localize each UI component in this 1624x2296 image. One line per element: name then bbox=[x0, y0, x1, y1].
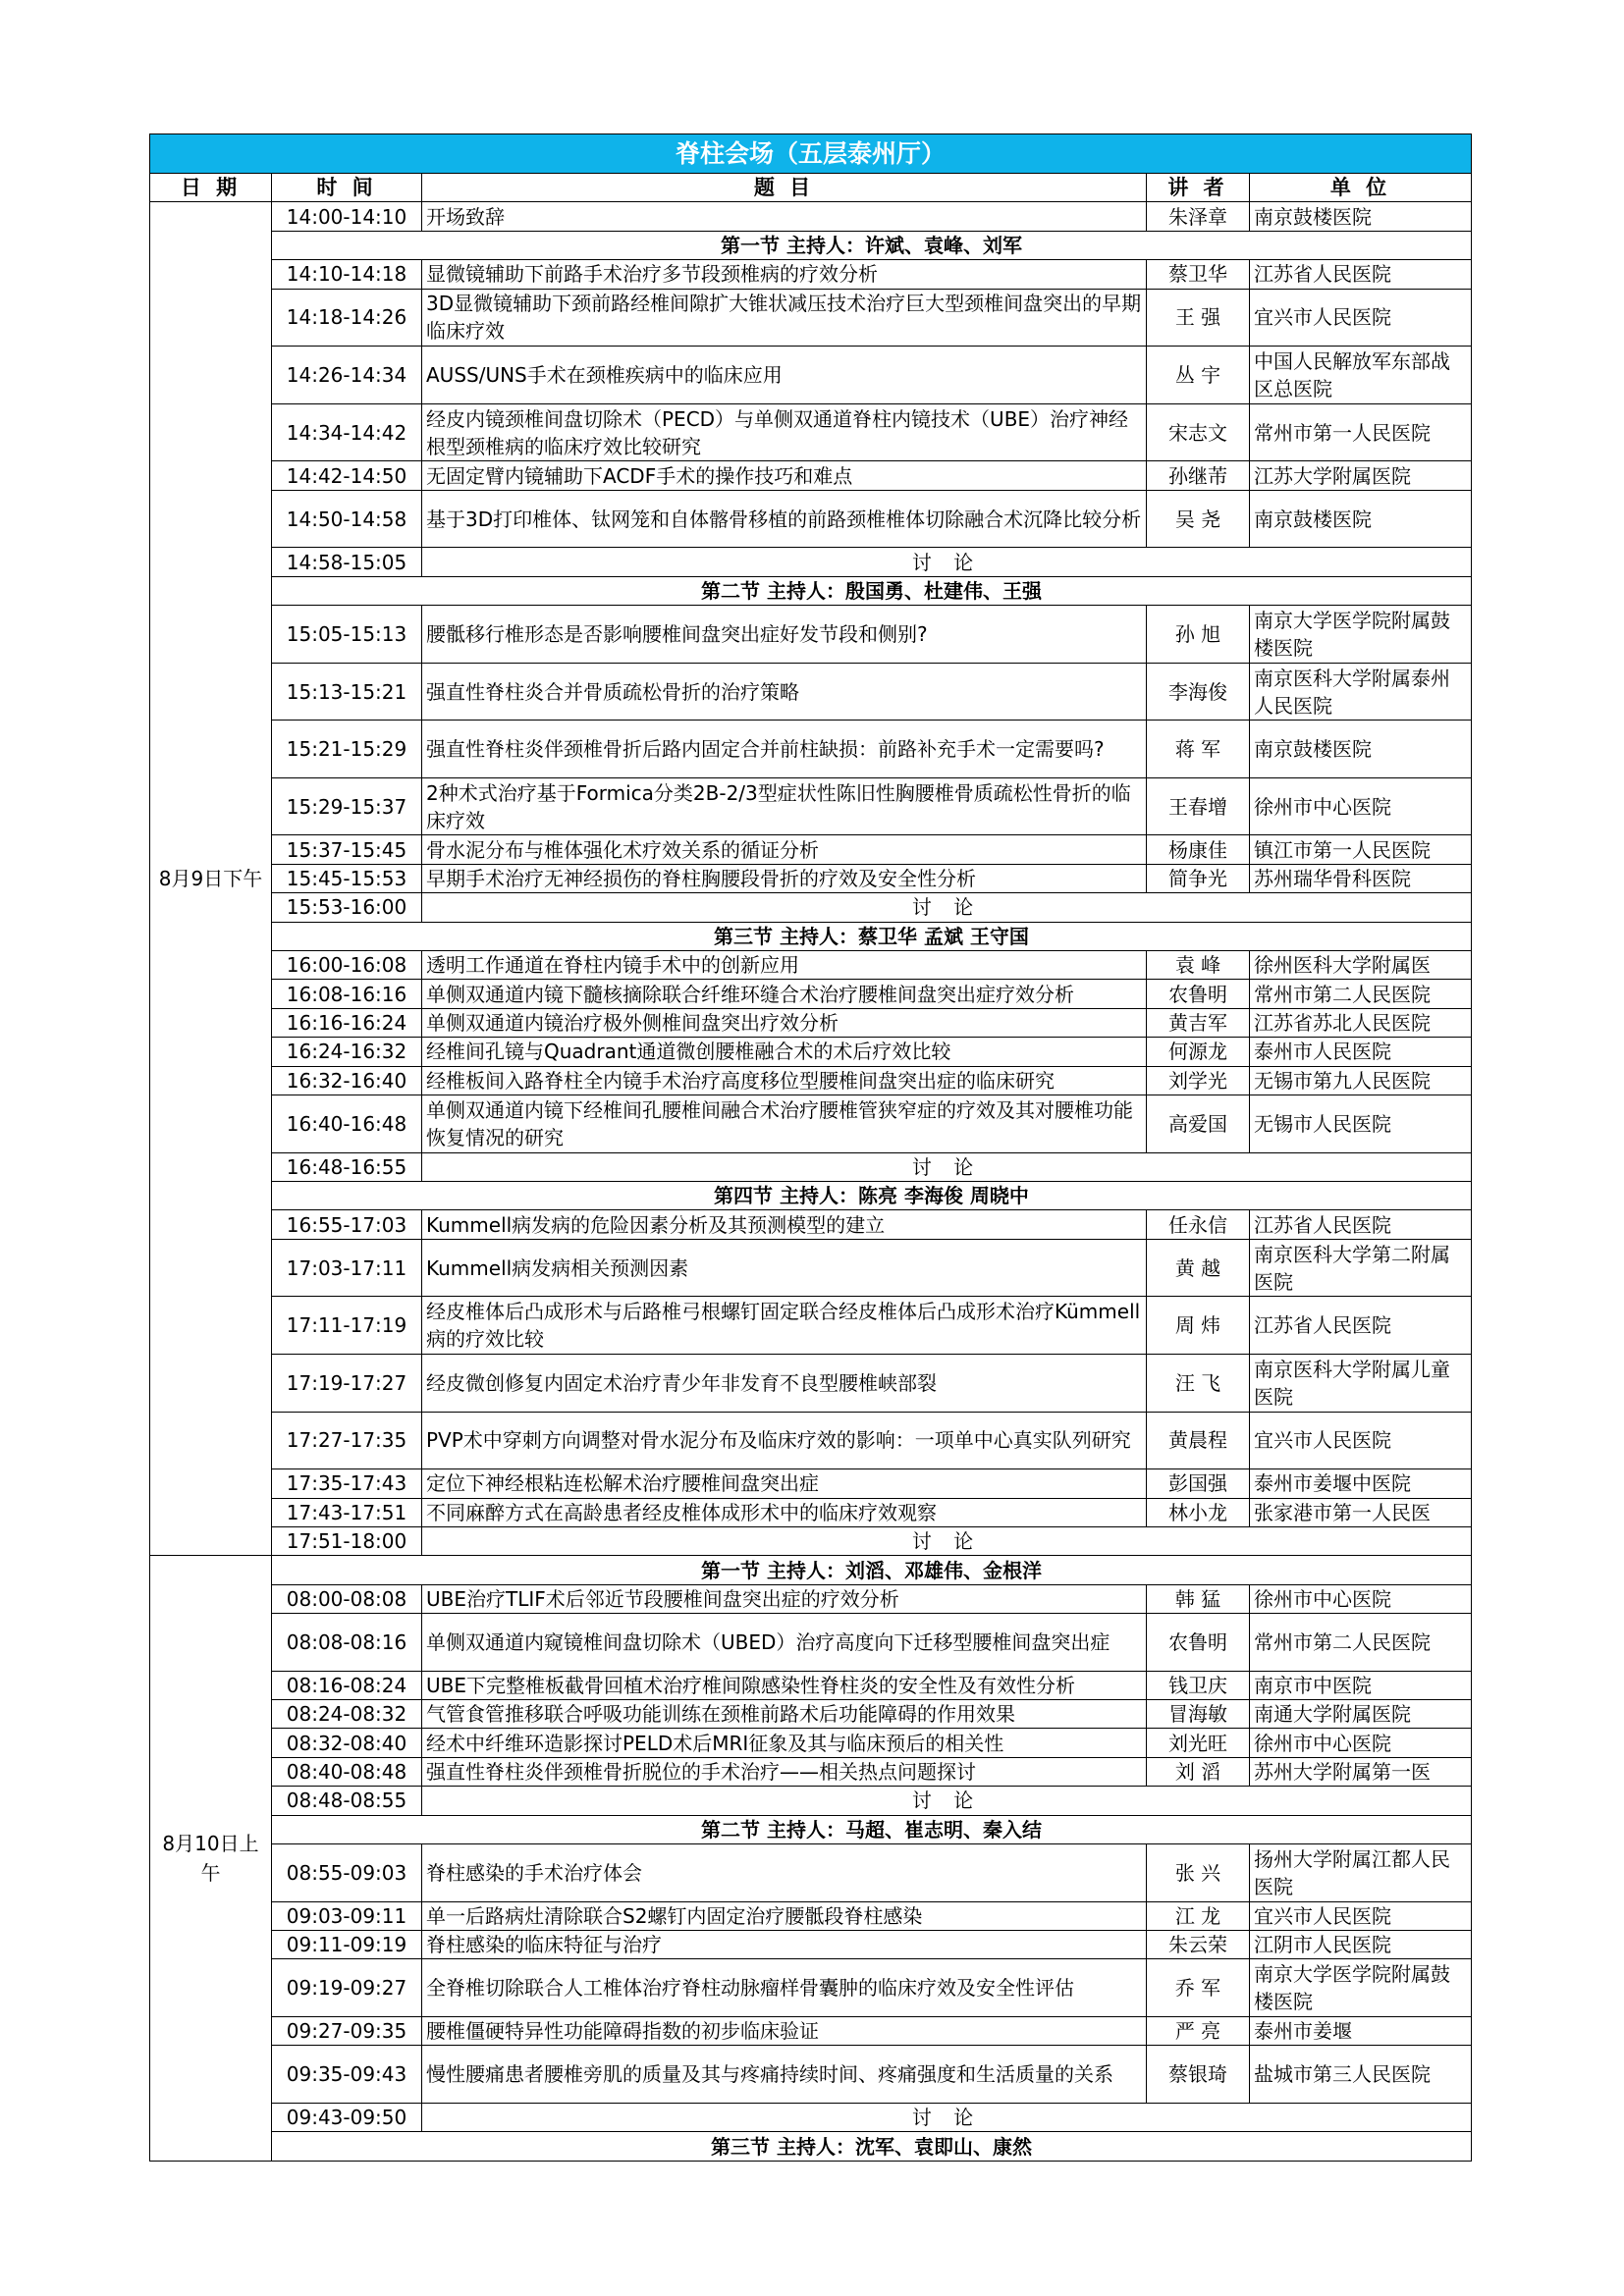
topic-cell: 脊柱感染的手术治疗体会 bbox=[422, 1844, 1147, 1902]
unit-cell: 宜兴市人民医院 bbox=[1250, 1412, 1472, 1469]
unit-cell: 徐州市中心医院 bbox=[1250, 1729, 1472, 1757]
unit-cell: 南京鼓楼医院 bbox=[1250, 721, 1472, 778]
discussion-label: 讨 论 bbox=[422, 1526, 1472, 1555]
talk-row bbox=[150, 1844, 1472, 1902]
talk-row bbox=[150, 1757, 1472, 1786]
session-header-row bbox=[150, 231, 1472, 259]
unit-cell: 无锡市第九人民医院 bbox=[1250, 1066, 1472, 1095]
time-cell: 09:11-09:19 bbox=[272, 1931, 422, 1959]
time-cell: 17:35-17:43 bbox=[272, 1469, 422, 1498]
topic-cell: 单侧双通道内镜治疗极外侧椎间盘突出疗效分析 bbox=[422, 1008, 1147, 1037]
session-header-row bbox=[150, 1556, 1472, 1584]
unit-cell: 镇江市第一人民医院 bbox=[1250, 835, 1472, 864]
unit-cell: 江苏省人民医院 bbox=[1250, 1210, 1472, 1239]
date-label-line: 午 bbox=[200, 1861, 221, 1886]
talk-row bbox=[150, 721, 1472, 778]
unit-cell: 江苏大学附属医院 bbox=[1250, 461, 1472, 490]
topic-cell: AUSS/UNS手术在颈椎疾病中的临床应用 bbox=[422, 347, 1147, 404]
time-cell: 08:40-08:48 bbox=[272, 1757, 422, 1786]
time-cell: 09:03-09:11 bbox=[272, 1901, 422, 1930]
time-cell: 16:00-16:08 bbox=[272, 951, 422, 980]
talk-row bbox=[150, 403, 1472, 461]
topic-cell: 基于3D打印椎体、钛网笼和自体髂骨移植的前路颈椎椎体切除融合术沉降比较分析 bbox=[422, 490, 1147, 548]
time-cell: 16:55-17:03 bbox=[272, 1210, 422, 1239]
unit-cell: 南京医科大学第二附属医院 bbox=[1250, 1239, 1472, 1297]
speaker-cell: 黄 越 bbox=[1147, 1239, 1250, 1297]
time-cell: 16:32-16:40 bbox=[272, 1066, 422, 1095]
time-cell: 14:18-14:26 bbox=[272, 289, 422, 347]
talk-row bbox=[150, 951, 1472, 980]
speaker-cell: 黄吉军 bbox=[1147, 1008, 1250, 1037]
topic-cell: 经术中纤维环造影探讨PELD术后MRI征象及其与临床预后的相关性 bbox=[422, 1729, 1147, 1757]
talk-row bbox=[150, 1671, 1472, 1699]
speaker-cell: 农鲁明 bbox=[1147, 1614, 1250, 1672]
session-header: 第二节 主持人：马超、崔志明、秦入结 bbox=[272, 1815, 1472, 1843]
speaker-cell: 宋志文 bbox=[1147, 403, 1250, 461]
talk-row bbox=[150, 461, 1472, 490]
time-cell: 14:34-14:42 bbox=[272, 403, 422, 461]
unit-cell: 泰州市姜堰中医院 bbox=[1250, 1469, 1472, 1498]
session-header-row bbox=[150, 2132, 1472, 2161]
topic-cell: 经椎间孔镜与Quadrant通道微创腰椎融合术的术后疗效比较 bbox=[422, 1038, 1147, 1066]
discussion-row bbox=[150, 1787, 1472, 1815]
time-cell: 14:00-14:10 bbox=[272, 202, 422, 231]
talk-row bbox=[150, 1066, 1472, 1095]
time-cell: 08:08-08:16 bbox=[272, 1614, 422, 1672]
unit-cell: 南通大学附属医院 bbox=[1250, 1700, 1472, 1729]
speaker-cell: 吴 尧 bbox=[1147, 490, 1250, 548]
unit-cell: 常州市第一人民医院 bbox=[1250, 403, 1472, 461]
unit-column-header: 单 位 bbox=[1250, 174, 1472, 202]
topic-cell: 不同麻醉方式在高龄患者经皮椎体成形术中的临床疗效观察 bbox=[422, 1498, 1147, 1526]
topic-cell: 单侧双通道内镜下髓核摘除联合纤维环缝合术治疗腰椎间盘突出症疗效分析 bbox=[422, 980, 1147, 1008]
speaker-cell: 朱云荣 bbox=[1147, 1931, 1250, 1959]
talk-row bbox=[150, 1498, 1472, 1526]
topic-cell: 强直性脊柱炎合并骨质疏松骨折的治疗策略 bbox=[422, 663, 1147, 721]
time-cell: 08:32-08:40 bbox=[272, 1729, 422, 1757]
speaker-cell: 蒋 军 bbox=[1147, 721, 1250, 778]
discussion-row bbox=[150, 2103, 1472, 2131]
topic-cell: 早期手术治疗无神经损伤的脊柱胸腰段骨折的疗效及安全性分析 bbox=[422, 864, 1147, 892]
speaker-cell: 韩 猛 bbox=[1147, 1584, 1250, 1613]
schedule-table bbox=[149, 133, 1472, 2162]
topic-cell: PVP术中穿刺方向调整对骨水泥分布及临床疗效的影响：一项单中心真实队列研究 bbox=[422, 1412, 1147, 1469]
speaker-cell: 孙 旭 bbox=[1147, 606, 1250, 664]
speaker-cell: 刘学光 bbox=[1147, 1066, 1250, 1095]
talk-row bbox=[150, 202, 1472, 231]
topic-cell: 气管食管推移联合呼吸功能训练在颈椎前路术后功能障碍的作用效果 bbox=[422, 1700, 1147, 1729]
time-cell: 08:24-08:32 bbox=[272, 1700, 422, 1729]
session-header-row bbox=[150, 922, 1472, 950]
session-header: 第三节 主持人：蔡卫华 孟斌 王守国 bbox=[272, 922, 1472, 950]
speaker-cell: 冒海敏 bbox=[1147, 1700, 1250, 1729]
talk-row bbox=[150, 1584, 1472, 1613]
session-header-row bbox=[150, 1815, 1472, 1843]
talk-row bbox=[150, 1354, 1472, 1412]
talk-row bbox=[150, 663, 1472, 721]
topic-cell: 定位下神经根粘连松解术治疗腰椎间盘突出症 bbox=[422, 1469, 1147, 1498]
speaker-cell: 高爱国 bbox=[1147, 1095, 1250, 1153]
topic-cell: 单侧双通道内镜下经椎间孔腰椎间融合术治疗腰椎管狭窄症的疗效及其对腰椎功能恢复情况的研究 bbox=[422, 1095, 1147, 1153]
unit-cell: 中国人民解放军东部战区总医院 bbox=[1250, 347, 1472, 404]
speaker-cell: 王 强 bbox=[1147, 289, 1250, 347]
unit-cell: 无锡市人民医院 bbox=[1250, 1095, 1472, 1153]
session-header: 第二节 主持人：殷国勇、杜建伟、王强 bbox=[272, 576, 1472, 605]
time-cell: 17:03-17:11 bbox=[272, 1239, 422, 1297]
speaker-cell: 简争光 bbox=[1147, 864, 1250, 892]
topic-cell: 经皮椎体后凸成形术与后路椎弓根螺钉固定联合经皮椎体后凸成形术治疗Kümmell病的疗效比较 bbox=[422, 1297, 1147, 1355]
unit-cell: 盐城市第三人民医院 bbox=[1250, 2046, 1472, 2104]
time-cell: 09:27-09:35 bbox=[272, 2017, 422, 2046]
discussion-label: 讨 论 bbox=[422, 893, 1472, 922]
talk-row bbox=[150, 1038, 1472, 1066]
time-column-header: 时 间 bbox=[272, 174, 422, 202]
talk-row bbox=[150, 1412, 1472, 1469]
talk-row bbox=[150, 1239, 1472, 1297]
session-header: 第三节 主持人：沈军、袁即山、康然 bbox=[272, 2132, 1472, 2161]
date-cell bbox=[150, 202, 272, 1556]
speaker-cell: 王春增 bbox=[1147, 777, 1250, 835]
session-header: 第一节 主持人：刘滔、邓雄伟、金根洋 bbox=[272, 1556, 1472, 1584]
unit-cell: 徐州市中心医院 bbox=[1250, 1584, 1472, 1613]
time-cell: 15:05-15:13 bbox=[272, 606, 422, 664]
talk-row bbox=[150, 2046, 1472, 2104]
time-cell: 17:43-17:51 bbox=[272, 1498, 422, 1526]
time-cell: 09:19-09:27 bbox=[272, 1959, 422, 2017]
date-label-line: 8月10日上 bbox=[162, 1832, 259, 1856]
topic-cell: 慢性腰痛患者腰椎旁肌的质量及其与疼痛持续时间、疼痛强度和生活质量的关系 bbox=[422, 2046, 1147, 2104]
unit-cell: 南京大学医学院附属鼓楼医院 bbox=[1250, 606, 1472, 664]
unit-cell: 江苏省人民医院 bbox=[1250, 1297, 1472, 1355]
speaker-cell: 丛 宇 bbox=[1147, 347, 1250, 404]
unit-cell: 南京市中医院 bbox=[1250, 1671, 1472, 1699]
time-cell: 14:26-14:34 bbox=[272, 347, 422, 404]
unit-cell: 江阴市人民医院 bbox=[1250, 1931, 1472, 1959]
speaker-cell: 朱泽章 bbox=[1147, 202, 1250, 231]
unit-cell: 常州市第二人民医院 bbox=[1250, 980, 1472, 1008]
discussion-label: 讨 论 bbox=[422, 2103, 1472, 2131]
speaker-cell: 蔡卫华 bbox=[1147, 260, 1250, 289]
date-label: 8月9日下午 bbox=[158, 867, 263, 891]
time-cell: 17:11-17:19 bbox=[272, 1297, 422, 1355]
discussion-label: 讨 论 bbox=[422, 1787, 1472, 1815]
unit-cell: 苏州大学附属第一医 bbox=[1250, 1757, 1472, 1786]
topic-cell: 脊柱感染的临床特征与治疗 bbox=[422, 1931, 1147, 1959]
topic-cell: 2种术式治疗基于Formica分类2B-2/3型症状性陈旧性胸腰椎骨质疏松性骨折的临床疗效 bbox=[422, 777, 1147, 835]
talk-row bbox=[150, 1901, 1472, 1930]
talk-row bbox=[150, 1469, 1472, 1498]
speaker-cell: 张 兴 bbox=[1147, 1844, 1250, 1902]
talk-row bbox=[150, 1210, 1472, 1239]
unit-cell: 张家港市第一人民医 bbox=[1250, 1498, 1472, 1526]
discussion-row bbox=[150, 1152, 1472, 1181]
talk-row bbox=[150, 2017, 1472, 2046]
talk-row bbox=[150, 347, 1472, 404]
unit-cell: 泰州市人民医院 bbox=[1250, 1038, 1472, 1066]
time-cell: 15:45-15:53 bbox=[272, 864, 422, 892]
topic-cell: 3D显微镜辅助下颈前路经椎间隙扩大锥状减压技术治疗巨大型颈椎间盘突出的早期临床疗效 bbox=[422, 289, 1147, 347]
time-cell: 15:13-15:21 bbox=[272, 663, 422, 721]
discussion-label: 讨 论 bbox=[422, 548, 1472, 576]
speaker-cell: 任永信 bbox=[1147, 1210, 1250, 1239]
topic-column-header: 题 目 bbox=[422, 174, 1147, 202]
date-cell bbox=[150, 1556, 272, 2161]
time-cell: 14:58-15:05 bbox=[272, 548, 422, 576]
talk-row bbox=[150, 1008, 1472, 1037]
topic-cell: 开场致辞 bbox=[422, 202, 1147, 231]
topic-cell: Kummell病发病相关预测因素 bbox=[422, 1239, 1147, 1297]
talk-row bbox=[150, 1700, 1472, 1729]
speaker-cell: 乔 军 bbox=[1147, 1959, 1250, 2017]
unit-cell: 宜兴市人民医院 bbox=[1250, 1901, 1472, 1930]
time-cell: 15:37-15:45 bbox=[272, 835, 422, 864]
speaker-cell: 农鲁明 bbox=[1147, 980, 1250, 1008]
talk-row bbox=[150, 980, 1472, 1008]
time-cell: 15:21-15:29 bbox=[272, 721, 422, 778]
speaker-cell: 何源龙 bbox=[1147, 1038, 1250, 1066]
talk-row bbox=[150, 1959, 1472, 2017]
speaker-cell: 李海俊 bbox=[1147, 663, 1250, 721]
topic-cell: 透明工作通道在脊柱内镜手术中的创新应用 bbox=[422, 951, 1147, 980]
topic-cell: 骨水泥分布与椎体强化术疗效关系的循证分析 bbox=[422, 835, 1147, 864]
talk-row bbox=[150, 260, 1472, 289]
time-cell: 17:27-17:35 bbox=[272, 1412, 422, 1469]
speaker-cell: 蔡银琦 bbox=[1147, 2046, 1250, 2104]
date-column-header: 日 期 bbox=[150, 174, 272, 202]
time-cell: 14:10-14:18 bbox=[272, 260, 422, 289]
session-header-row bbox=[150, 576, 1472, 605]
speaker-cell: 钱卫庆 bbox=[1147, 1671, 1250, 1699]
talk-row bbox=[150, 835, 1472, 864]
unit-cell: 南京大学医学院附属鼓楼医院 bbox=[1250, 1959, 1472, 2017]
unit-cell: 南京鼓楼医院 bbox=[1250, 490, 1472, 548]
time-cell: 15:53-16:00 bbox=[272, 893, 422, 922]
time-cell: 17:51-18:00 bbox=[272, 1526, 422, 1555]
time-cell: 08:16-08:24 bbox=[272, 1671, 422, 1699]
unit-cell: 江苏省苏北人民医院 bbox=[1250, 1008, 1472, 1037]
talk-row bbox=[150, 289, 1472, 347]
talk-row bbox=[150, 777, 1472, 835]
time-cell: 08:00-08:08 bbox=[272, 1584, 422, 1613]
speaker-cell: 袁 峰 bbox=[1147, 951, 1250, 980]
unit-cell: 常州市第二人民医院 bbox=[1250, 1614, 1472, 1672]
unit-cell: 泰州市姜堰 bbox=[1250, 2017, 1472, 2046]
topic-cell: UBE治疗TLIF术后邻近节段腰椎间盘突出症的疗效分析 bbox=[422, 1584, 1147, 1613]
speaker-cell: 彭国强 bbox=[1147, 1469, 1250, 1498]
time-cell: 16:16-16:24 bbox=[272, 1008, 422, 1037]
talk-row bbox=[150, 490, 1472, 548]
topic-cell: 单一后路病灶清除联合S2螺钉内固定治疗腰骶段脊柱感染 bbox=[422, 1901, 1147, 1930]
time-cell: 08:55-09:03 bbox=[272, 1844, 422, 1902]
speaker-cell: 刘光旺 bbox=[1147, 1729, 1250, 1757]
unit-cell: 苏州瑞华骨科医院 bbox=[1250, 864, 1472, 892]
topic-cell: 经椎板间入路脊柱全内镜手术治疗高度移位型腰椎间盘突出症的临床研究 bbox=[422, 1066, 1147, 1095]
column-header-row bbox=[150, 174, 1472, 202]
speaker-cell: 林小龙 bbox=[1147, 1498, 1250, 1526]
unit-cell: 江苏省人民医院 bbox=[1250, 260, 1472, 289]
time-cell: 14:42-14:50 bbox=[272, 461, 422, 490]
topic-cell: 强直性脊柱炎伴颈椎骨折脱位的手术治疗——相关热点问题探讨 bbox=[422, 1757, 1147, 1786]
topic-cell: 单侧双通道内窥镜椎间盘切除术（UBED）治疗高度向下迁移型腰椎间盘突出症 bbox=[422, 1614, 1147, 1672]
time-cell: 17:19-17:27 bbox=[272, 1354, 422, 1412]
discussion-row bbox=[150, 548, 1472, 576]
topic-cell: Kummell病发病的危险因素分析及其预测模型的建立 bbox=[422, 1210, 1147, 1239]
topic-cell: 经皮微创修复内固定术治疗青少年非发育不良型腰椎峡部裂 bbox=[422, 1354, 1147, 1412]
speaker-cell: 周 炜 bbox=[1147, 1297, 1250, 1355]
talk-row bbox=[150, 606, 1472, 664]
topic-cell: 全脊椎切除联合人工椎体治疗脊柱动脉瘤样骨囊肿的临床疗效及安全性评估 bbox=[422, 1959, 1147, 2017]
unit-cell: 扬州大学附属江都人民医院 bbox=[1250, 1844, 1472, 1902]
topic-cell: 腰骶移行椎形态是否影响腰椎间盘突出症好发节段和侧别? bbox=[422, 606, 1147, 664]
session-header: 第四节 主持人：陈亮 李海俊 周晓中 bbox=[272, 1181, 1472, 1209]
speaker-cell: 黄晨程 bbox=[1147, 1412, 1250, 1469]
title-row bbox=[150, 134, 1472, 174]
unit-cell: 南京医科大学附属泰州人民医院 bbox=[1250, 663, 1472, 721]
topic-cell: 无固定臂内镜辅助下ACDF手术的操作技巧和难点 bbox=[422, 461, 1147, 490]
topic-cell: 经皮内镜颈椎间盘切除术（PECD）与单侧双通道脊柱内镜技术（UBE）治疗神经根型颈椎病的临床疗效比较研究 bbox=[422, 403, 1147, 461]
speaker-cell: 孙继芾 bbox=[1147, 461, 1250, 490]
time-cell: 09:35-09:43 bbox=[272, 2046, 422, 2104]
speaker-column-header: 讲 者 bbox=[1147, 174, 1250, 202]
topic-cell: 腰椎僵硬特异性功能障碍指数的初步临床验证 bbox=[422, 2017, 1147, 2046]
venue-title: 脊柱会场（五层泰州厅） bbox=[150, 134, 1472, 174]
discussion-label: 讨 论 bbox=[422, 1152, 1472, 1181]
speaker-cell: 杨康佳 bbox=[1147, 835, 1250, 864]
topic-cell: 强直性脊柱炎伴颈椎骨折后路内固定合并前柱缺损：前路补充手术一定需要吗? bbox=[422, 721, 1147, 778]
time-cell: 16:08-16:16 bbox=[272, 980, 422, 1008]
talk-row bbox=[150, 1614, 1472, 1672]
topic-cell: 显微镜辅助下前路手术治疗多节段颈椎病的疗效分析 bbox=[422, 260, 1147, 289]
discussion-row bbox=[150, 1526, 1472, 1555]
unit-cell: 宜兴市人民医院 bbox=[1250, 289, 1472, 347]
speaker-cell: 严 亮 bbox=[1147, 2017, 1250, 2046]
discussion-row bbox=[150, 893, 1472, 922]
time-cell: 16:40-16:48 bbox=[272, 1095, 422, 1153]
time-cell: 16:48-16:55 bbox=[272, 1152, 422, 1181]
speaker-cell: 江 龙 bbox=[1147, 1901, 1250, 1930]
speaker-cell: 刘 滔 bbox=[1147, 1757, 1250, 1786]
unit-cell: 徐州市中心医院 bbox=[1250, 777, 1472, 835]
time-cell: 15:29-15:37 bbox=[272, 777, 422, 835]
session-header-row bbox=[150, 1181, 1472, 1209]
session-header: 第一节 主持人：许斌、袁峰、刘军 bbox=[272, 231, 1472, 259]
talk-row bbox=[150, 864, 1472, 892]
topic-cell: UBE下完整椎板截骨回植术治疗椎间隙感染性脊柱炎的安全性及有效性分析 bbox=[422, 1671, 1147, 1699]
time-cell: 08:48-08:55 bbox=[272, 1787, 422, 1815]
talk-row bbox=[150, 1095, 1472, 1153]
time-cell: 14:50-14:58 bbox=[272, 490, 422, 548]
talk-row bbox=[150, 1931, 1472, 1959]
speaker-cell: 汪 飞 bbox=[1147, 1354, 1250, 1412]
talk-row bbox=[150, 1729, 1472, 1757]
unit-cell: 南京医科大学附属儿童医院 bbox=[1250, 1354, 1472, 1412]
time-cell: 09:43-09:50 bbox=[272, 2103, 422, 2131]
time-cell: 16:24-16:32 bbox=[272, 1038, 422, 1066]
unit-cell: 徐州医科大学附属医 bbox=[1250, 951, 1472, 980]
unit-cell: 南京鼓楼医院 bbox=[1250, 202, 1472, 231]
talk-row bbox=[150, 1297, 1472, 1355]
